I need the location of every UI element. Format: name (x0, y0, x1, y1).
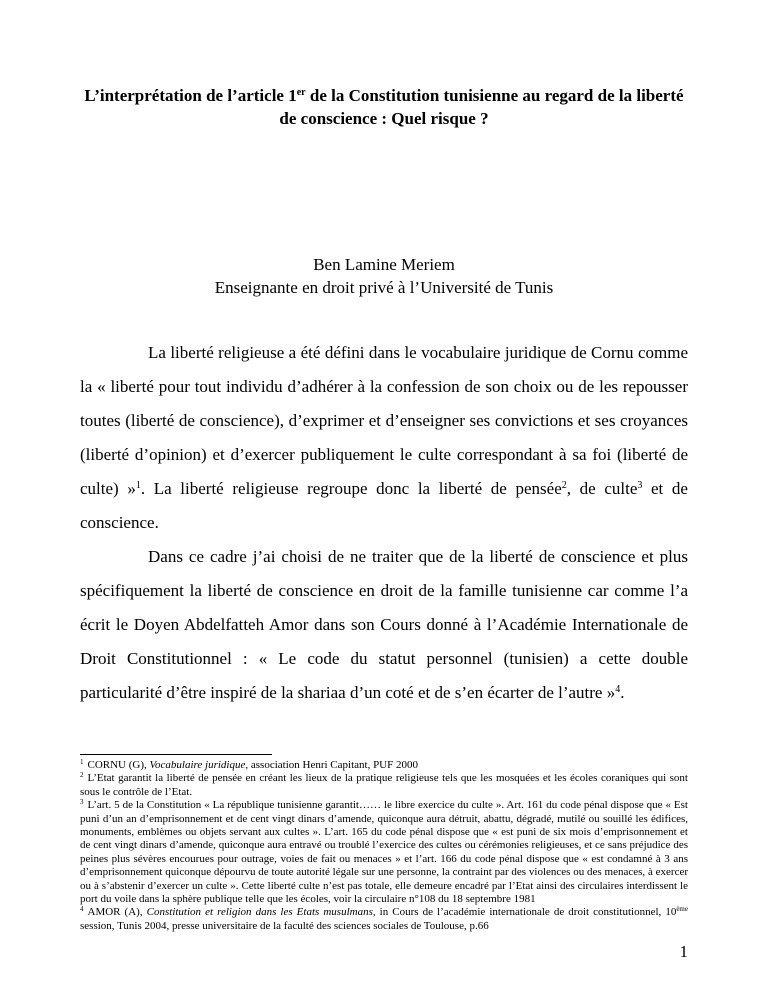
footnotes (80, 759, 688, 933)
footnote-separator (80, 754, 272, 755)
footnote-number: 4 (80, 905, 84, 914)
author-name: Ben Lamine Meriem (313, 255, 455, 274)
footnote-text: AMOR (A), (87, 906, 147, 919)
paragraph-2-text: Dans ce cadre j’ai choisi de ne traiter que de la liberté de conscience et plus spécifiquement la liberté de conscience en droit de la famille tunisienne car comme l’a écrit le Doyen Abdelfatteh Amor dans son Cours donné à l’Académie Internationale de Droit Constitutionnel : « Le code du statut personnel (tunisien) a cette double particularité d’être inspiré de la shariaa d’un coté et de s’en écarter de l’autre » (80, 547, 688, 702)
title-superscript: er (296, 87, 306, 98)
paragraph-2 (80, 540, 688, 710)
footnote-italic-title: Constitution et religion dans les Etats musulmans (146, 906, 373, 919)
footnote-text-b: , association Henri Capitant, PUF 2000 (245, 759, 418, 771)
footnote-4 (80, 906, 688, 933)
footnote-1 (80, 759, 688, 772)
footnote-text: CORNU (G), (87, 759, 150, 771)
paragraph-1-text-c: , de culte (566, 479, 638, 498)
paragraph-1-text: La liberté religieuse a été défini dans le vocabulaire juridique de Cornu comme la « liberté pour tout individu d’adhérer à la confession de son choix ou de les repousser toutes (liberté de conscience), d’exprimer et d’enseigner ses convictions et ses croyances (liberté d’opinion) et d’exercer publiquement le culte correspondant à sa foi (liberté de culte) » (80, 343, 688, 498)
author-block (80, 253, 688, 299)
footnote-ref-3[interactable]: 3 (637, 480, 643, 491)
title-text: L’interprétation de l’article 1 (84, 86, 297, 105)
document-title (80, 84, 688, 130)
paragraph-1-text-b: . La liberté religieuse regroupe donc la liberté de pensée (140, 479, 562, 498)
paragraph-1 (80, 336, 688, 540)
title-text-continued: de la Constitution tunisienne au regard de la liberté de conscience : Quel risque ? (279, 86, 684, 128)
footnote-text: L’art. 5 de la Constitution « La république tunisienne garantit…… le libre exercice du culte ». Art. 161 du code pénal dispose que « Est puni d’un an d’emprisonnement et de cent vingt dinars d’amende, quiconque aura détruit, abattu, dégradé, mutilé ou souillé les édifices, monuments, emblèmes ou objets servant aux cultes ». L’art. 165 du code pénal dispose que « est puni de six mois d’emprisonnement et de cent vingt dinars d’amende, quiconque aura entravé ou troublé l’exercice des cultes ou cérémonies religieuses, et ce sans préjudice des peines plus sévères encourues pour outrage, voies de fait ou menaces » et l’art. 166 du code pénal dispose que « est condamné à 3 ans d’emprisonnement quiconque dépourvu de toute autorité légale sur une personne, la contraint par des violences ou des menaces, à exercer ou à s’abstenir d’exercer un culte ». Cette liberté culte n’est pas totale, elle demeure encadré par l’Etat ainsi des circulaires interdissent le port du voile dans la sphère publique telle que les écoles, voir la circulaire n°108 du 18 septembre 1981 (80, 799, 688, 906)
paragraph-2-text-b: . (620, 683, 625, 702)
footnote-number: 3 (80, 798, 84, 807)
footnote-number: 1 (80, 758, 84, 766)
footnote-ref-1[interactable]: 1 (135, 480, 141, 491)
page-number: 1 (679, 942, 688, 961)
footnote-text: L’Etat garantit la liberté de pensée en créant les lieux de la pratique religieuse tels que les mosquées et les écoles coraniques qui sont sous le contrôle de l’Etat. (80, 772, 688, 798)
footnote-ref-2[interactable]: 2 (561, 480, 567, 491)
footnote-2 (80, 772, 688, 799)
footnote-italic-title: Vocabulaire juridique (149, 759, 246, 771)
paragraph-1-text-d: et de conscience. (80, 479, 688, 532)
footnote-number: 2 (80, 771, 84, 780)
footnote-3 (80, 799, 688, 906)
footnote-text-b: , in Cours de l’académie internationale de droit constitutionnel, 10 (372, 906, 677, 919)
footnote-ref-4[interactable]: 4 (615, 684, 621, 695)
footnote-text-c: session, Tunis 2004, presse universitaire de la faculté des sciences sociales de Toulouse, p.66 (80, 919, 489, 932)
body-text (80, 336, 688, 710)
author-affiliation: Enseignante en droit privé à l’Université de Tunis (214, 278, 554, 297)
footnote-superscript: ème (676, 905, 688, 914)
